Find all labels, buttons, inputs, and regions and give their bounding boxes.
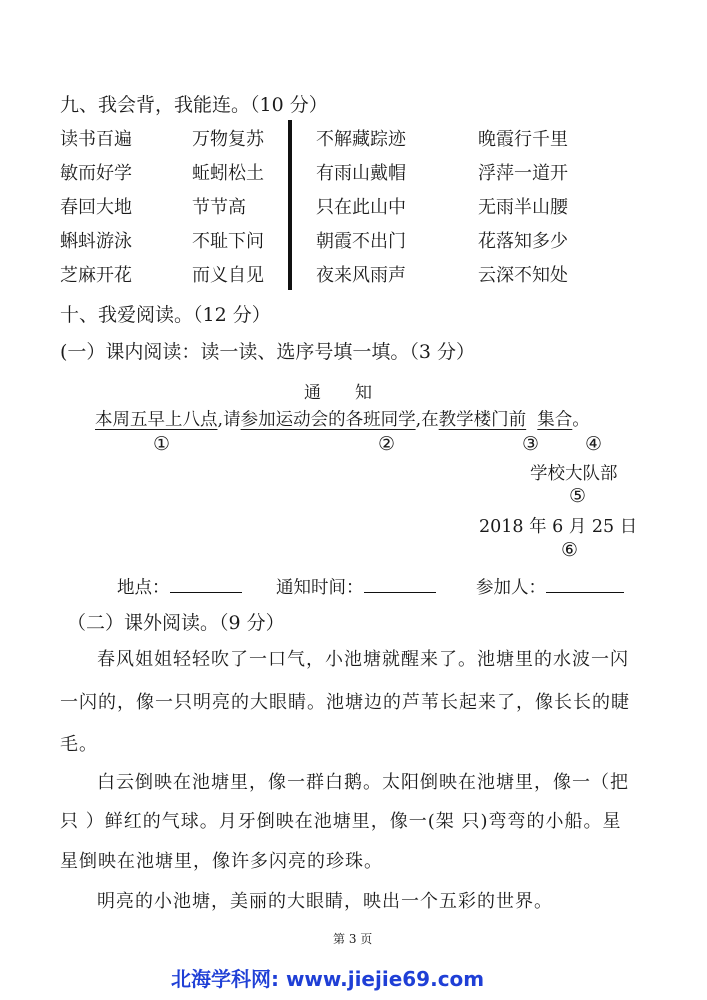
people-blank[interactable] <box>546 579 624 593</box>
time-blank[interactable] <box>364 579 436 593</box>
paragraph-line: 星倒映在池塘里，像许多闪亮的珍珠。 <box>60 851 383 872</box>
match-item: 只在此山中 <box>316 197 406 218</box>
marker-6: ⑥ <box>561 539 579 561</box>
match-item: 蝌蚪游泳 <box>60 231 132 252</box>
match-item: 春回大地 <box>60 197 132 218</box>
notice-time: 本周五早上八点 <box>95 410 218 430</box>
match-item: 晚霞行千里 <box>478 129 568 150</box>
place-field <box>117 574 242 599</box>
place-blank[interactable] <box>170 579 242 593</box>
marker-2: ② <box>378 433 396 455</box>
paragraph-line: 明亮的小池塘，美丽的大眼睛，映出一个五彩的世界。 <box>97 891 553 912</box>
section9-title: 九、我会背，我能连。（10 分） <box>60 94 328 116</box>
notice-date: 2018 年 6 月 25 日 <box>479 517 638 537</box>
marker-5: ⑤ <box>569 485 587 507</box>
part2-title: （二）课外阅读。（9 分） <box>67 612 285 634</box>
watermark-link[interactable]: 北海学科网: www.jiejie69.com <box>171 967 485 991</box>
paragraph-line: 只 ）鲜红的气球。月牙倒映在池塘里，像一(架 只)弯弯的小船。星 <box>60 811 622 832</box>
part1-title: (一）课内阅读：读一读、选序号填一填。（3 分） <box>60 341 476 363</box>
match-item: 无雨半山腰 <box>478 197 568 218</box>
match-item: 蚯蚓松土 <box>192 163 264 184</box>
paragraph-line: 白云倒映在池塘里，像一群白鹅。太阳倒映在池塘里，像一（把 <box>97 772 629 793</box>
marker-3: ③ <box>522 433 540 455</box>
marker-1: ① <box>153 433 171 455</box>
notice-place: 教学楼门前 <box>438 410 527 430</box>
match-item: 朝霞不出门 <box>316 231 406 252</box>
notice-action: 集合 <box>537 410 573 430</box>
marker-4: ④ <box>585 433 603 455</box>
match-item: 不耻下问 <box>192 231 264 252</box>
match-item: 不解藏踪迹 <box>316 129 406 150</box>
match-item: 云深不知处 <box>478 265 568 286</box>
notice-text: ,请 <box>217 410 241 430</box>
match-item: 节节高 <box>192 197 246 218</box>
time-label: 通知时间： <box>276 578 364 598</box>
notice-participants: 参加运动会的各班同学 <box>240 410 416 430</box>
paragraph-line: 一闪的，像一只明亮的大眼睛。池塘边的芦苇长起来了，像长长的睫 <box>60 692 630 713</box>
time-field <box>276 574 436 599</box>
match-item: 芝麻开花 <box>60 265 132 286</box>
match-item: 有雨山戴帽 <box>316 163 406 184</box>
match-item: 浮萍一道开 <box>478 163 568 184</box>
match-item: 敏而好学 <box>60 163 132 184</box>
people-label: 参加人： <box>476 578 546 598</box>
match-item: 夜来风雨声 <box>316 265 406 286</box>
people-field <box>476 574 624 599</box>
place-label: 地点： <box>117 578 170 598</box>
notice-title: 通 知 <box>304 383 372 403</box>
match-item: 读书百遍 <box>60 129 132 150</box>
notice-signer: 学校大队部 <box>530 464 618 484</box>
notice-text: 。 <box>572 410 590 430</box>
notice-text: ,在 <box>415 410 439 430</box>
notice-body <box>95 406 590 431</box>
section10-title: 十、我爱阅读。（12 分） <box>60 304 271 326</box>
page-number: 第 3 页 <box>333 932 373 946</box>
match-item: 花落知多少 <box>478 231 568 252</box>
match-item: 万物复苏 <box>192 129 264 150</box>
column-divider <box>288 120 292 290</box>
match-item: 而义自见 <box>192 265 264 286</box>
paragraph-line: 毛。 <box>60 734 98 755</box>
paragraph-line: 春风姐姐轻轻吹了一口气，小池塘就醒来了。池塘里的水波一闪 <box>97 649 629 670</box>
